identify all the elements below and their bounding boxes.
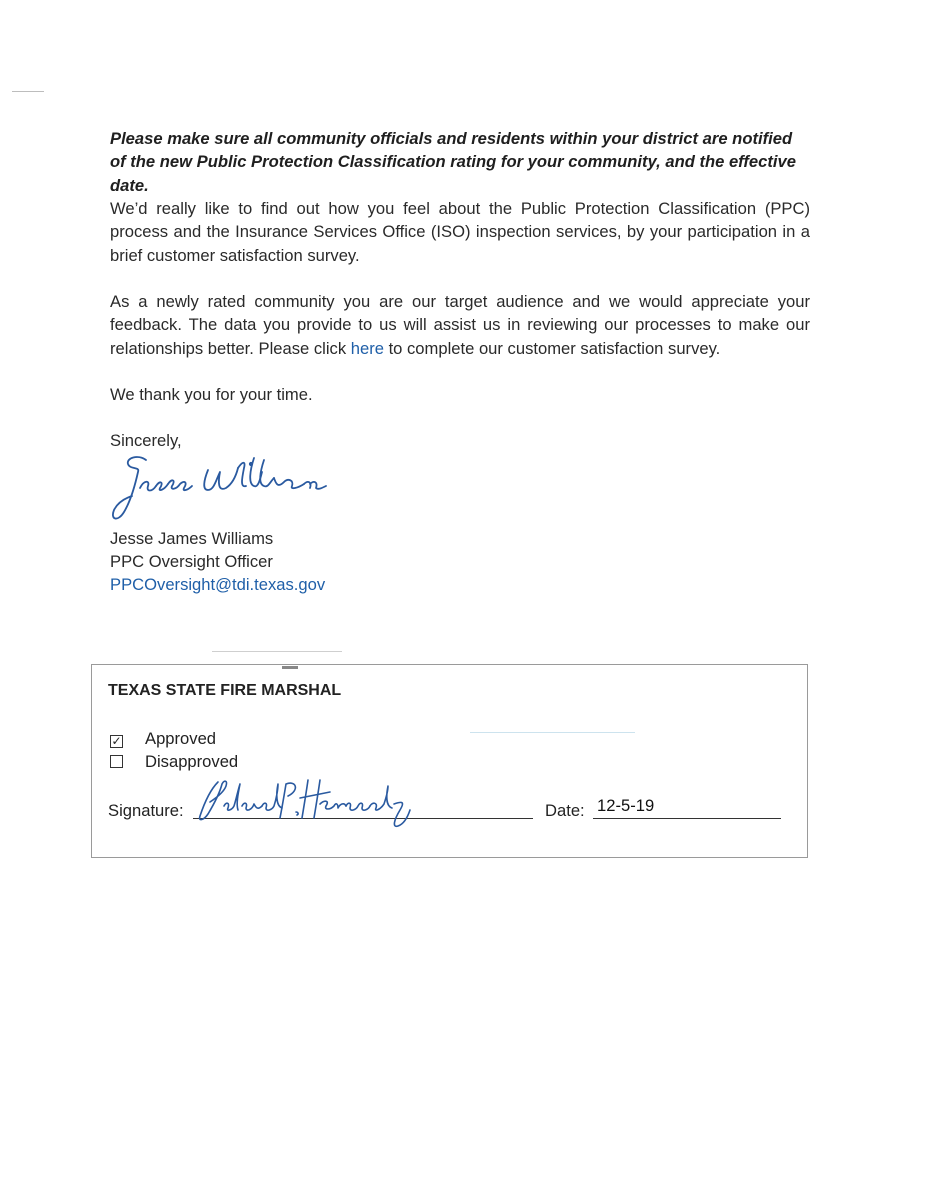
signer-title: PPC Oversight Officer [110,552,273,571]
approved-checkbox[interactable]: ✓ [111,734,122,748]
survey-link[interactable]: here [350,338,384,358]
scan-artifact [212,651,342,652]
signer-name: Jesse James Williams [110,529,274,548]
survey-text-after-link: to complete our customer satisfaction survey. [383,338,721,358]
signature-label: Signature: [108,801,184,820]
approver-signature [196,776,426,836]
survey-text-before-link: As a newly rated community you are our target audience and we would appreciate your feedback. The data you provide to us will assist us in reviewing our processes to make our relationships better. Please click [110,292,810,358]
notice-paragraph: Please make sure all community officials and residents within your district are notified of the new Public Protection Classification rating for your community, and the effective date. [110,129,796,195]
disapproved-option[interactable] [110,752,238,772]
scan-artifact [12,91,44,92]
disapproved-checkbox[interactable] [110,755,123,768]
signer-email-link[interactable]: PPCOversight@tdi.texas.gov [110,575,326,594]
author-signature [108,450,328,528]
date-line [593,818,781,819]
survey-invitation-paragraph [110,290,810,360]
date-value[interactable]: 12-5-19 [597,796,655,815]
disapproved-label: Disapproved [145,752,239,771]
approved-label: Approved [145,729,217,748]
approval-heading: TEXAS STATE FIRE MARSHAL [108,682,342,699]
closing-line: Sincerely, [110,431,182,450]
date-label: Date: [545,801,585,820]
approved-option[interactable] [110,729,216,749]
survey-paragraph: We’d really like to find out how you feel about the Public Protection Classification (PPC) process and the Insurance Services Office (ISO) inspection services, by your participation in a brief customer satisfaction survey. [110,199,810,265]
thanks-line: We thank you for your time. [110,385,313,404]
